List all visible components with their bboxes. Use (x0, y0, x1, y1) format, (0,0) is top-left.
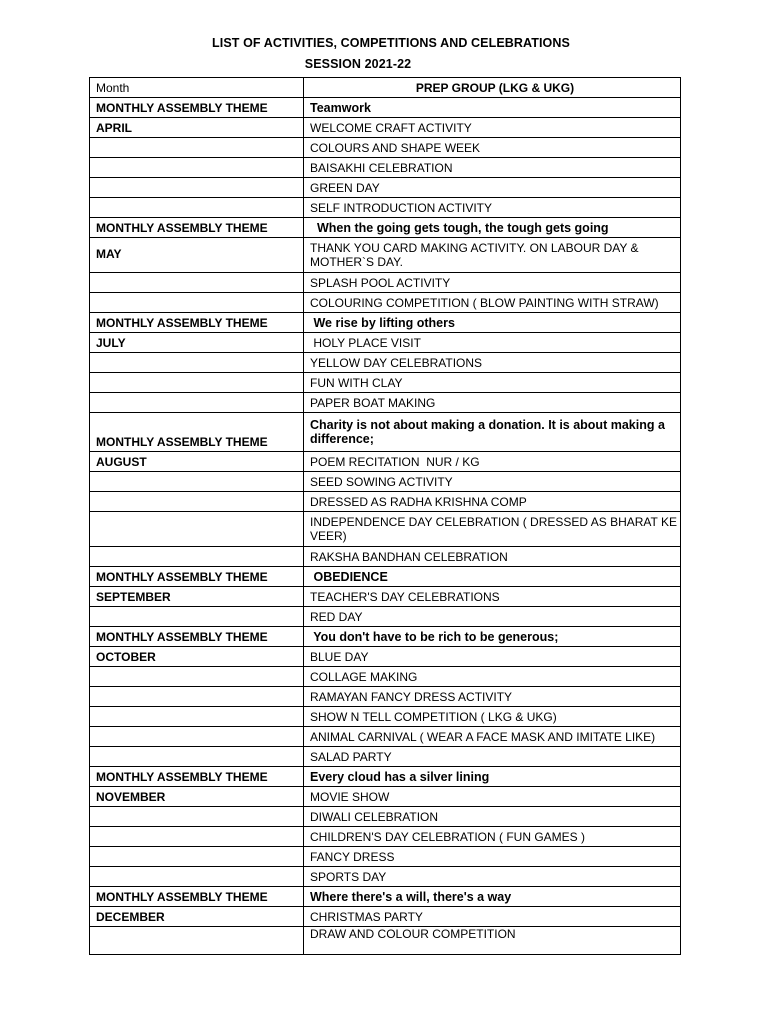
table-row (90, 647, 681, 667)
activity-cell: THANK YOU CARD MAKING ACTIVITY. ON LABOUR DAY & MOTHER`S DAY. (304, 238, 681, 273)
month-cell: MONTHLY ASSEMBLY THEME (90, 567, 304, 587)
table-row (90, 587, 681, 607)
activity-cell: FANCY DRESS (304, 847, 681, 867)
table-row (90, 273, 681, 293)
session-label: SESSION 2021-22 (304, 57, 412, 71)
table-row (90, 667, 681, 687)
activity-cell: HOLY PLACE VISIT (304, 333, 681, 353)
month-cell (90, 373, 304, 393)
activity-cell: TEACHER'S DAY CELEBRATIONS (304, 587, 681, 607)
activity-cell: POEM RECITATION NUR / KG (304, 452, 681, 472)
activity-cell: SPLASH POOL ACTIVITY (304, 273, 681, 293)
table-row (90, 687, 681, 707)
month-cell: MONTHLY ASSEMBLY THEME (90, 98, 304, 118)
header-month: Month (90, 78, 304, 98)
table-row (90, 138, 681, 158)
activity-cell: MOVIE SHOW (304, 787, 681, 807)
month-cell: MONTHLY ASSEMBLY THEME (90, 313, 304, 333)
activity-cell: COLOURING COMPETITION ( BLOW PAINTING WITH STRAW) (304, 293, 681, 313)
table-row (90, 353, 681, 373)
table-row (90, 807, 681, 827)
table-row (90, 927, 681, 955)
activity-cell: SEED SOWING ACTIVITY (304, 472, 681, 492)
table-row (90, 827, 681, 847)
month-cell (90, 607, 304, 627)
month-cell: MONTHLY ASSEMBLY THEME (90, 887, 304, 907)
month-cell (90, 927, 304, 955)
table-row (90, 492, 681, 512)
month-cell: AUGUST (90, 452, 304, 472)
assembly-theme-cell: Every cloud has a silver lining (304, 767, 681, 787)
activity-cell: GREEN DAY (304, 178, 681, 198)
activity-cell: ANIMAL CARNIVAL ( WEAR A FACE MASK AND IMITATE LIKE) (304, 727, 681, 747)
assembly-theme-cell: OBEDIENCE (304, 567, 681, 587)
month-cell: MONTHLY ASSEMBLY THEME (90, 218, 304, 238)
activity-cell: SELF INTRODUCTION ACTIVITY (304, 198, 681, 218)
assembly-theme-cell: Where there's a will, there's a way (304, 887, 681, 907)
table-row (90, 707, 681, 727)
activity-cell: RAKSHA BANDHAN CELEBRATION (304, 547, 681, 567)
header-prep-group: PREP GROUP (LKG & UKG) (304, 78, 681, 98)
month-cell (90, 158, 304, 178)
activity-cell: BAISAKHI CELEBRATION (304, 158, 681, 178)
activity-cell: CHILDREN'S DAY CELEBRATION ( FUN GAMES ) (304, 827, 681, 847)
activity-cell: RAMAYAN FANCY DRESS ACTIVITY (304, 687, 681, 707)
table-row (90, 907, 681, 927)
month-cell (90, 293, 304, 313)
activity-cell: INDEPENDENCE DAY CELEBRATION ( DRESSED AS BHARAT KE VEER) (304, 512, 681, 547)
table-row (90, 118, 681, 138)
month-cell (90, 667, 304, 687)
table-row (90, 567, 681, 587)
table-row (90, 313, 681, 333)
activity-cell: COLOURS AND SHAPE WEEK (304, 138, 681, 158)
table-row (90, 98, 681, 118)
table-row (90, 867, 681, 887)
month-cell: JULY (90, 333, 304, 353)
document-title: LIST OF ACTIVITIES, COMPETITIONS AND CELEBRATIONS (212, 36, 570, 50)
assembly-theme-cell: You don't have to be rich to be generous; (304, 627, 681, 647)
table-row (90, 787, 681, 807)
month-cell (90, 393, 304, 413)
month-cell (90, 847, 304, 867)
month-cell (90, 273, 304, 293)
month-cell: MAY (90, 238, 304, 273)
month-cell (90, 747, 304, 767)
month-cell: APRIL (90, 118, 304, 138)
table-row (90, 627, 681, 647)
month-cell (90, 547, 304, 567)
table-header-row (90, 78, 681, 98)
month-cell (90, 512, 304, 547)
table-row (90, 767, 681, 787)
table-row (90, 747, 681, 767)
table-row (90, 547, 681, 567)
month-cell (90, 472, 304, 492)
assembly-theme-cell: We rise by lifting others (304, 313, 681, 333)
table-row (90, 198, 681, 218)
activity-cell: YELLOW DAY CELEBRATIONS (304, 353, 681, 373)
assembly-theme-cell: When the going gets tough, the tough gets going (304, 218, 681, 238)
table-row (90, 847, 681, 867)
table-row (90, 607, 681, 627)
month-cell: MONTHLY ASSEMBLY THEME (90, 413, 304, 452)
activity-cell: CHRISTMAS PARTY (304, 907, 681, 927)
month-cell (90, 807, 304, 827)
table-row (90, 218, 681, 238)
activity-cell: DRESSED AS RADHA KRISHNA COMP (304, 492, 681, 512)
activity-cell: FUN WITH CLAY (304, 373, 681, 393)
assembly-theme-cell: Teamwork (304, 98, 681, 118)
table-row (90, 293, 681, 313)
month-cell (90, 687, 304, 707)
table-row (90, 178, 681, 198)
month-cell: SEPTEMBER (90, 587, 304, 607)
activity-cell: PAPER BOAT MAKING (304, 393, 681, 413)
table-row (90, 373, 681, 393)
activity-cell: RED DAY (304, 607, 681, 627)
month-cell (90, 827, 304, 847)
table-row (90, 413, 681, 452)
table-row (90, 393, 681, 413)
table-row (90, 158, 681, 178)
month-cell: MONTHLY ASSEMBLY THEME (90, 627, 304, 647)
month-cell: MONTHLY ASSEMBLY THEME (90, 767, 304, 787)
assembly-theme-cell: Charity is not about making a donation. It is about making a difference; (304, 413, 681, 452)
month-cell (90, 867, 304, 887)
activity-cell: SALAD PARTY (304, 747, 681, 767)
month-cell (90, 353, 304, 373)
table-row (90, 512, 681, 547)
activity-cell: WELCOME CRAFT ACTIVITY (304, 118, 681, 138)
month-cell (90, 727, 304, 747)
activity-cell: COLLAGE MAKING (304, 667, 681, 687)
month-cell: DECEMBER (90, 907, 304, 927)
activity-cell: SHOW N TELL COMPETITION ( LKG & UKG) (304, 707, 681, 727)
month-cell: NOVEMBER (90, 787, 304, 807)
activity-cell: SPORTS DAY (304, 867, 681, 887)
month-cell (90, 138, 304, 158)
month-cell (90, 198, 304, 218)
activity-cell: DRAW AND COLOUR COMPETITION (304, 927, 681, 955)
table-row (90, 333, 681, 353)
month-cell (90, 178, 304, 198)
month-cell: OCTOBER (90, 647, 304, 667)
table-row (90, 727, 681, 747)
table-row (90, 887, 681, 907)
month-cell (90, 707, 304, 727)
activity-cell: BLUE DAY (304, 647, 681, 667)
month-cell (90, 492, 304, 512)
table-row (90, 472, 681, 492)
activities-table (89, 77, 681, 955)
table-row (90, 238, 681, 273)
activity-cell: DIWALI CELEBRATION (304, 807, 681, 827)
table-row (90, 452, 681, 472)
